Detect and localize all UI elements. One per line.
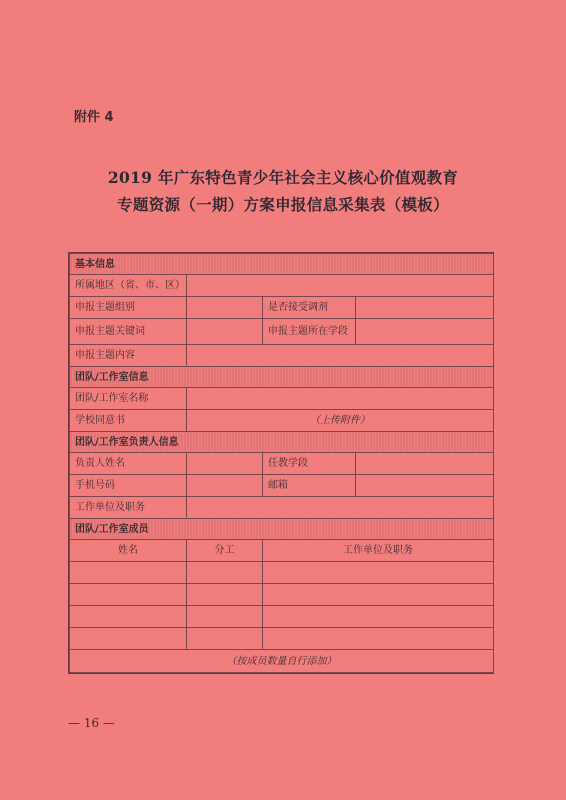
members-header-name: 姓名 <box>70 540 187 562</box>
section-basic-info <box>70 254 494 275</box>
work-unit-label: 工作单位及职务 <box>70 497 187 519</box>
row-content <box>70 345 494 367</box>
work-unit-value[interactable] <box>187 497 494 519</box>
member-row <box>70 562 494 584</box>
region-label: 所属地区（省、市、区） <box>70 275 187 297</box>
member-unit-cell[interactable] <box>263 628 494 650</box>
section-members <box>70 519 494 540</box>
section-team-info <box>70 367 494 388</box>
topic-group-value[interactable] <box>187 297 263 319</box>
form-title-line2: 专题资源（一期）方案申报信息采集表（模板） <box>117 195 449 214</box>
content-value[interactable] <box>187 345 494 367</box>
content-label: 申报主题内容 <box>70 345 187 367</box>
teaching-stage-label: 任教学段 <box>263 453 356 475</box>
leader-name-value[interactable] <box>187 453 263 475</box>
member-unit-cell[interactable] <box>263 606 494 628</box>
member-name-cell[interactable] <box>70 606 187 628</box>
row-work-unit <box>70 497 494 519</box>
section-team-info-label: 团队/工作室信息 <box>70 367 494 388</box>
form-table <box>69 253 494 673</box>
keywords-label: 申报主题关键词 <box>70 319 187 345</box>
member-row <box>70 606 494 628</box>
member-row <box>70 628 494 650</box>
members-header-role: 分工 <box>187 540 263 562</box>
annex-label: 附件 4 <box>74 110 114 125</box>
member-role-cell[interactable] <box>187 584 263 606</box>
team-name-value[interactable] <box>187 388 494 410</box>
phone-value[interactable] <box>187 475 263 497</box>
adjust-label: 是否接受调剂 <box>263 297 356 319</box>
member-role-cell[interactable] <box>187 628 263 650</box>
keywords-value[interactable] <box>187 319 263 345</box>
phone-label: 手机号码 <box>70 475 187 497</box>
region-value[interactable] <box>187 275 494 297</box>
member-name-cell[interactable] <box>70 562 187 584</box>
member-name-cell[interactable] <box>70 628 187 650</box>
row-leader-name <box>70 453 494 475</box>
form-title-line1: 2019 年广东特色青少年社会主义核心价值观教育 <box>107 168 459 187</box>
consent-label: 学校同意书 <box>70 410 187 432</box>
members-header-unit: 工作单位及职务 <box>263 540 494 562</box>
consent-upload[interactable]: （上传附件） <box>187 410 494 432</box>
member-role-cell[interactable] <box>187 562 263 584</box>
stage-label: 申报主题所在学段 <box>263 319 356 345</box>
row-keywords <box>70 319 494 345</box>
member-unit-cell[interactable] <box>263 584 494 606</box>
adjust-value[interactable] <box>356 297 494 319</box>
row-topic-group <box>70 297 494 319</box>
members-note: （按成员数量自行添加） <box>70 650 494 673</box>
email-label: 邮箱 <box>263 475 356 497</box>
team-name-label: 团队/工作室名称 <box>70 388 187 410</box>
members-header-row <box>70 540 494 562</box>
row-region <box>70 275 494 297</box>
member-unit-cell[interactable] <box>263 562 494 584</box>
row-team-name <box>70 388 494 410</box>
application-form <box>68 252 494 674</box>
section-members-label: 团队/工作室成员 <box>70 519 494 540</box>
stage-value[interactable] <box>356 319 494 345</box>
section-leader-info <box>70 432 494 453</box>
leader-name-label: 负责人姓名 <box>70 453 187 475</box>
teaching-stage-value[interactable] <box>356 453 494 475</box>
section-leader-info-label: 团队/工作室负责人信息 <box>70 432 494 453</box>
row-phone <box>70 475 494 497</box>
section-basic-info-label: 基本信息 <box>70 254 494 275</box>
members-note-row <box>70 650 494 673</box>
member-role-cell[interactable] <box>187 606 263 628</box>
email-value[interactable] <box>356 475 494 497</box>
topic-group-label: 申报主题组别 <box>70 297 187 319</box>
page-number: — 16 — <box>68 716 115 730</box>
member-name-cell[interactable] <box>70 584 187 606</box>
member-row <box>70 584 494 606</box>
row-consent <box>70 410 494 432</box>
